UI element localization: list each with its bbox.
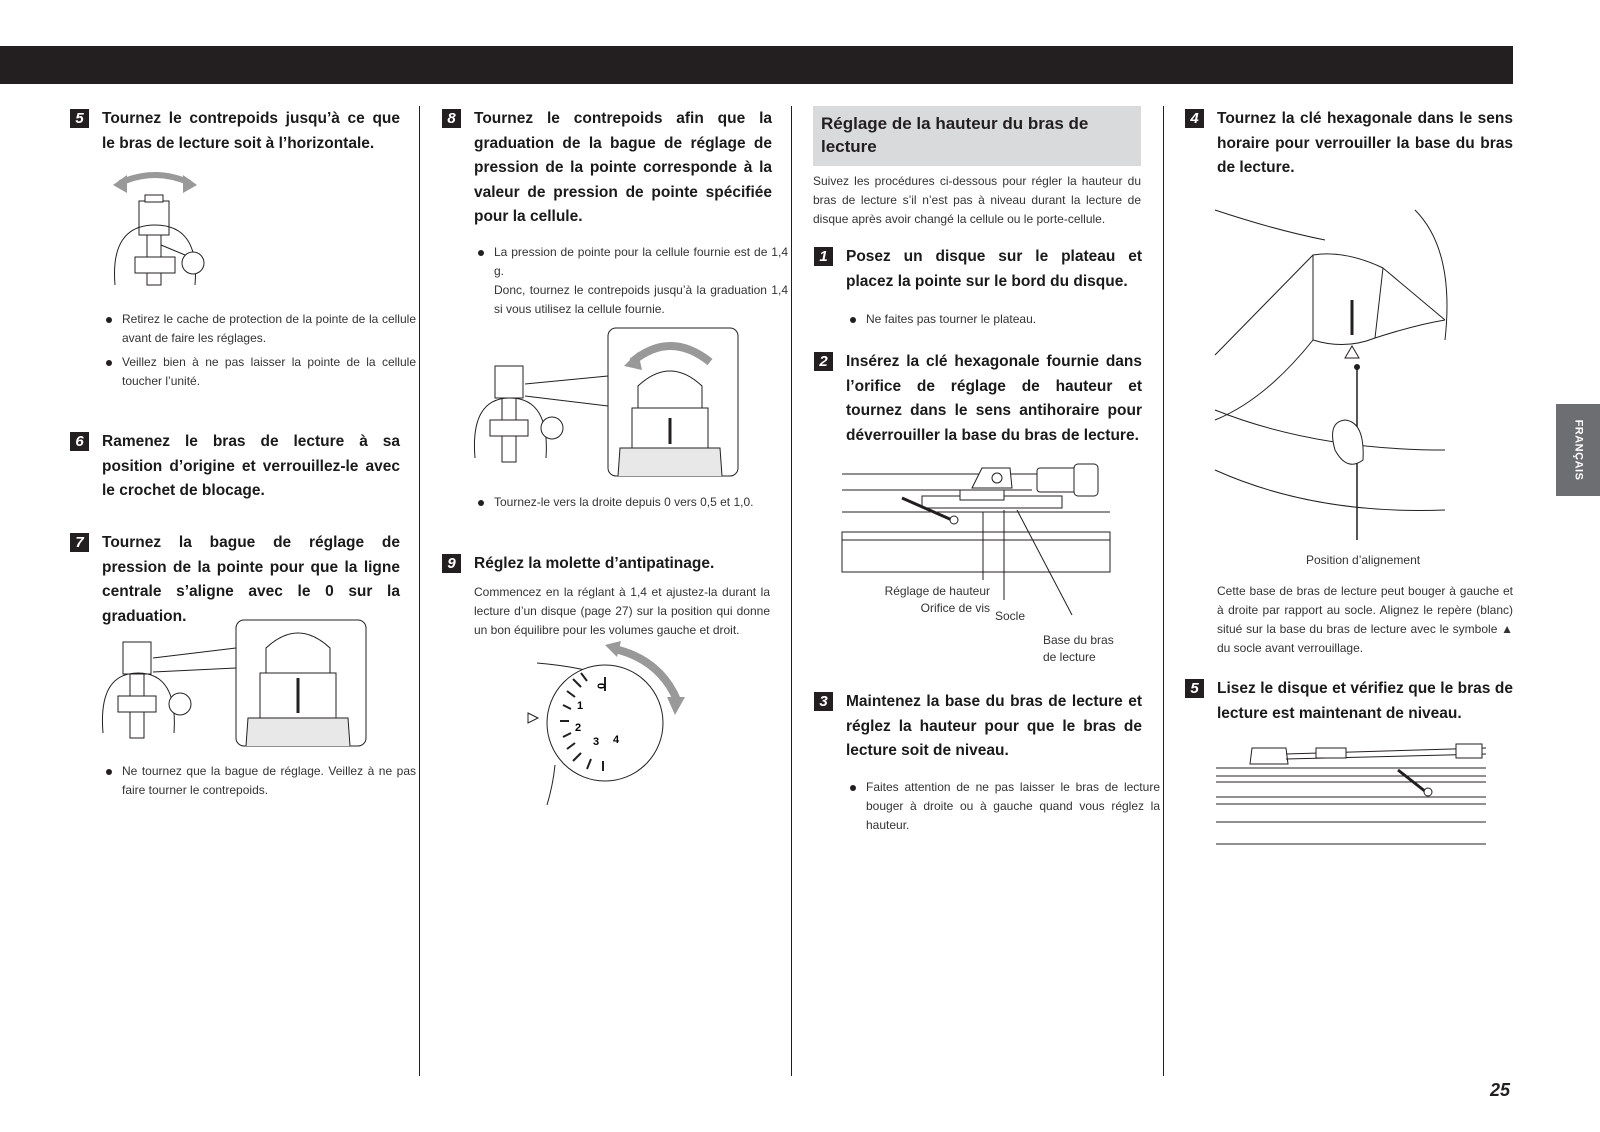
step-6 [70, 430, 400, 504]
dial-label-3: 3 [593, 736, 600, 748]
step-title: Réglez la molette d’antipatinage. [474, 555, 715, 572]
label-reglage-hauteur: Réglage de hauteur [884, 584, 990, 598]
step-5 [70, 107, 400, 156]
column-divider [419, 106, 420, 1076]
bullet-item: Ne faites pas tourner le plateau. [848, 310, 1160, 329]
step-2 [814, 350, 1142, 448]
language-tab[interactable] [1556, 404, 1600, 496]
column-divider [791, 106, 792, 1076]
bullet-item: Tournez-le vers la droite depuis 0 vers 0,5 et 1,0. [476, 493, 788, 512]
alignment-position-illustration [1215, 210, 1515, 545]
page-number: 25 [1490, 1080, 1511, 1100]
step-number: 3 [814, 692, 833, 711]
label-socle: Socle [995, 609, 1026, 623]
step-number: 7 [70, 533, 89, 552]
step-title: Maintenez la base du bras de lecture et réglez la hauteur pour que le bras de lecture soit de niveau. [846, 693, 1142, 759]
label-de-lecture: de lecture [1043, 650, 1096, 664]
bullet-text: La pression de pointe pour la cellule fournie est de 1,4 g. [494, 245, 788, 278]
tonearm-level-illustration [1216, 742, 1486, 847]
step-title: Tournez le contrepoids afin que la graduation de la bague de réglage de pression de la pointe corresponde à la valeur de pression de pointe spécifiée pour la cellule. [474, 110, 772, 225]
step-number: 5 [1185, 679, 1204, 698]
step-3 [814, 690, 1142, 764]
bullet-item: Veillez bien à ne pas laisser la pointe de la cellule toucher l’unité. [104, 353, 416, 391]
step-number: 1 [814, 247, 833, 266]
bullet-item: Faites attention de ne pas laisser le bras de lecture bouger à droite ou à gauche quand vous réglez la hauteur. [848, 778, 1160, 835]
step-5b [1185, 677, 1513, 726]
bullet-item: Ne tournez que la bague de réglage. Veillez à ne pas faire tourner le contrepoids. [104, 762, 416, 800]
step-4 [1185, 107, 1513, 181]
bullet-item [476, 243, 788, 319]
step-7 [70, 531, 400, 629]
pressure-ring-illustration [98, 618, 370, 748]
step-title: Tournez la clé hexagonale dans le sens horaire pour verrouiller la base du bras de lecture. [1217, 110, 1513, 176]
dial-label-4: 4 [613, 734, 620, 746]
step-number: 4 [1185, 109, 1204, 128]
counterweight-rotation-illustration [470, 326, 742, 478]
step-8 [442, 107, 772, 230]
bullet-item: Retirez le cache de protection de la pointe de la cellule avant de faire les réglages. [104, 310, 416, 348]
step-number: 8 [442, 109, 461, 128]
caption-position-alignement: Position d’alignement [1306, 553, 1421, 567]
section-title: Réglage de la hauteur du bras de lecture [813, 106, 1141, 166]
label-orifice-de-vis: Orifice de vis [920, 601, 990, 615]
paragraph: Suivez les procédures ci-dessous pour régler la hauteur du bras de lecture s’il n’est pas à niveau durant la lecture de disque après avoir changé la cellule ou le porte-cellule. [813, 174, 1141, 226]
step-9 [442, 552, 772, 577]
step-title: Lisez le disque et vérifiez que le bras de lecture est maintenant de niveau. [1217, 680, 1513, 722]
step-title: Tournez le contrepoids jusqu’à ce que le bras de lecture soit à l’horizontale. [102, 110, 400, 152]
step-number: 6 [70, 432, 89, 451]
paragraph: Commencez en la réglant à 1,4 et ajustez-la durant la lecture d’un disque (page 27) sur la position qui donne un bon équilibre pour les volumes gauche et droit. [474, 585, 770, 637]
bullet-text: Donc, tournez le contrepoids jusqu’à la graduation 1,4 si vous utilisez la cellule fournie. [494, 283, 788, 316]
step-1 [814, 245, 1142, 294]
dial-label-0: 0 [596, 682, 608, 689]
label-base-du-bras: Base du bras [1043, 633, 1114, 647]
dial-label-2: 2 [575, 722, 582, 734]
dial-label-1: 1 [577, 700, 584, 712]
step-title: Insérez la clé hexagonale fournie dans l’orifice de réglage de hauteur et tournez dans le sens antihoraire pour déverrouiller la base du bras de lecture. [846, 353, 1142, 444]
counterweight-illustration [105, 165, 235, 295]
header-bar [0, 46, 1513, 84]
language-tab-label: FRANÇAIS [1572, 419, 1584, 481]
step-number: 9 [442, 554, 461, 573]
step-title: Ramenez le bras de lecture à sa position d’origine et verrouillez-le avec le crochet de blocage. [102, 433, 400, 499]
step-number: 5 [70, 109, 89, 128]
step-title: Tournez la bague de réglage de pression de la pointe pour que la ligne centrale s’aligne avec le 0 sur la graduation. [102, 534, 400, 625]
antiskating-dial-illustration [525, 645, 695, 805]
step-number: 2 [814, 352, 833, 371]
column-divider [1163, 106, 1164, 1076]
paragraph: Cette base de bras de lecture peut bouger à gauche et à droite par rapport au socle. Alignez le repère (blanc) situé sur la base du bras de lecture avec le symbole ▲ du socle avant verrouillage. [1217, 584, 1513, 655]
step-title: Posez un disque sur le plateau et placez la pointe sur le bord du disque. [846, 248, 1142, 290]
tonearm-base-illustration [842, 460, 1112, 660]
